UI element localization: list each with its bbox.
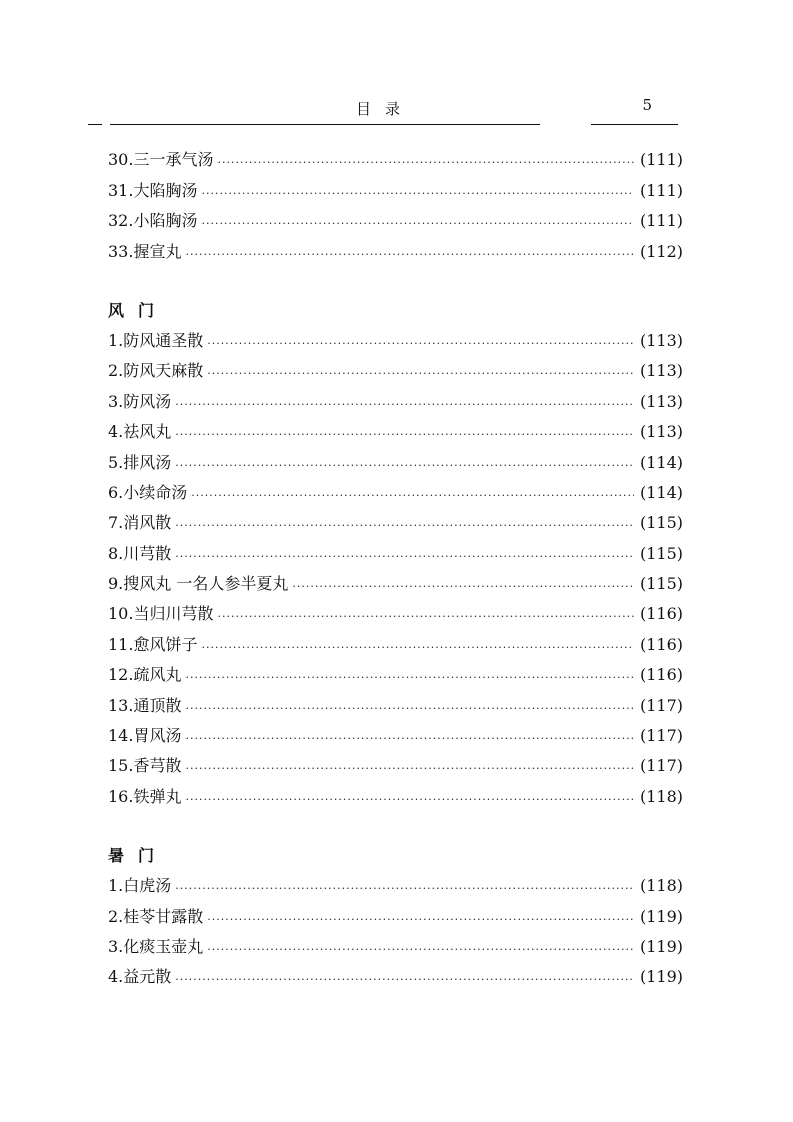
toc-entry-page: (115): [639, 513, 683, 533]
dot-leader: [175, 968, 634, 992]
toc-entry[interactable]: [108, 478, 683, 508]
toc-entry-page: (117): [639, 726, 683, 746]
toc-entry[interactable]: [108, 569, 683, 599]
toc-entry-label: 2.防风天麻散: [108, 361, 204, 381]
dot-leader: [201, 212, 634, 236]
toc-entry-page: (115): [639, 574, 683, 594]
toc-entry-label: 16.铁弹丸: [108, 786, 182, 806]
dot-leader: [185, 697, 634, 721]
toc-entry-page: (113): [639, 330, 683, 350]
toc-entry-label: 13.通顶散: [108, 695, 182, 715]
table-of-contents: [108, 145, 683, 992]
dot-leader: [185, 788, 634, 812]
dot-leader: [175, 877, 634, 901]
toc-entry-page: (114): [639, 482, 683, 502]
toc-entry-page: (116): [639, 604, 683, 624]
toc-entry-page: (114): [639, 452, 683, 472]
toc-entry[interactable]: [108, 932, 683, 962]
header-rule-stub: [88, 124, 102, 125]
toc-entry-label: 7.消风散: [108, 513, 172, 533]
toc-entry-label: 12.疏风丸: [108, 665, 182, 685]
running-header: [88, 96, 678, 130]
toc-entry[interactable]: [108, 447, 683, 477]
section-spacer: [108, 267, 683, 296]
header-rule-right: [591, 124, 678, 125]
toc-entry-page: (117): [639, 695, 683, 715]
dot-leader: [175, 393, 634, 417]
toc-entry-page: (119): [639, 967, 683, 987]
toc-entry-label: 15.香芎散: [108, 756, 182, 776]
toc-entry[interactable]: [108, 175, 683, 205]
toc-entry-label: 5.排风汤: [108, 452, 172, 472]
toc-entry-label: 14.胃风汤: [108, 726, 182, 746]
dot-leader: [207, 332, 634, 356]
dot-leader: [207, 908, 634, 932]
toc-entry-page: (111): [639, 150, 683, 170]
toc-entry-label: 31.大陷胸汤: [108, 180, 198, 200]
toc-entry[interactable]: [108, 356, 683, 386]
toc-entry-label: 1.防风通圣散: [108, 330, 204, 350]
toc-entry[interactable]: [108, 386, 683, 416]
toc-entry[interactable]: [108, 660, 683, 690]
toc-entry-label: 30.三一承气汤: [108, 150, 214, 170]
toc-entry-page: (115): [639, 543, 683, 563]
toc-entry-page: (118): [639, 786, 683, 806]
dot-leader: [201, 636, 634, 660]
dot-leader: [175, 423, 634, 447]
toc-entry[interactable]: [108, 236, 683, 266]
toc-entry[interactable]: [108, 901, 683, 931]
toc-entry-page: (119): [639, 906, 683, 926]
toc-entry-page: (113): [639, 391, 683, 411]
toc-entry[interactable]: [108, 690, 683, 720]
toc-entry-page: (119): [639, 936, 683, 956]
dot-leader: [175, 514, 634, 538]
toc-entry[interactable]: [108, 145, 683, 175]
toc-entry-label: 9.搜风丸 一名人参半夏丸: [108, 574, 289, 594]
dot-leader: [185, 727, 634, 751]
toc-entry[interactable]: [108, 871, 683, 901]
toc-entry[interactable]: [108, 629, 683, 659]
toc-entry-page: (111): [639, 211, 683, 231]
dot-leader: [292, 575, 634, 599]
toc-entry-page: (113): [639, 361, 683, 381]
section-heading-summer-heat: 暑门: [108, 845, 169, 865]
toc-entry[interactable]: [108, 751, 683, 781]
toc-entry-label: 4.益元散: [108, 967, 172, 987]
toc-entry[interactable]: [108, 538, 683, 568]
toc-entry-label: 6.小续命汤: [108, 482, 188, 502]
toc-entry-label: 11.愈风饼子: [108, 634, 198, 654]
toc-entry[interactable]: [108, 206, 683, 236]
dot-leader: [185, 666, 634, 690]
section-spacer: [108, 812, 683, 841]
dot-leader: [185, 243, 634, 267]
header-rule: [110, 124, 540, 125]
dot-leader: [207, 362, 634, 386]
toc-entry-page: (117): [639, 756, 683, 776]
toc-entry-page: (116): [639, 634, 683, 654]
toc-entry[interactable]: [108, 508, 683, 538]
toc-entry[interactable]: [108, 326, 683, 356]
dot-leader: [217, 151, 634, 175]
toc-entry[interactable]: [108, 781, 683, 811]
toc-entry-label: 3.化痰玉壶丸: [108, 936, 204, 956]
toc-entry-page: (116): [639, 665, 683, 685]
dot-leader: [207, 938, 634, 962]
toc-entry[interactable]: [108, 417, 683, 447]
toc-entry-label: 2.桂苓甘露散: [108, 906, 204, 926]
toc-entry[interactable]: [108, 599, 683, 629]
toc-entry-label: 8.川芎散: [108, 543, 172, 563]
header-page-number: 5: [642, 96, 652, 114]
dot-leader: [175, 454, 634, 478]
toc-entry-page: (111): [639, 180, 683, 200]
section-heading-wind: 风门: [108, 300, 169, 320]
toc-entry-page: (112): [639, 241, 683, 261]
toc-entry-label: 10.当归川芎散: [108, 604, 214, 624]
toc-entry-label: 33.握宣丸: [108, 241, 182, 261]
dot-leader: [217, 605, 634, 629]
toc-entry[interactable]: [108, 962, 683, 992]
dot-leader: [175, 545, 634, 569]
toc-entry-label: 1.白虎汤: [108, 876, 172, 896]
dot-leader: [185, 757, 634, 781]
header-title: 目录: [356, 100, 415, 118]
toc-entry-page: (113): [639, 422, 683, 442]
toc-entry[interactable]: [108, 721, 683, 751]
toc-entry-label: 32.小陷胸汤: [108, 211, 198, 231]
toc-entry-page: (118): [639, 876, 683, 896]
toc-entry-label: 4.祛风丸: [108, 422, 172, 442]
toc-entry-label: 3.防风汤: [108, 391, 172, 411]
dot-leader: [191, 484, 634, 508]
dot-leader: [201, 182, 634, 206]
